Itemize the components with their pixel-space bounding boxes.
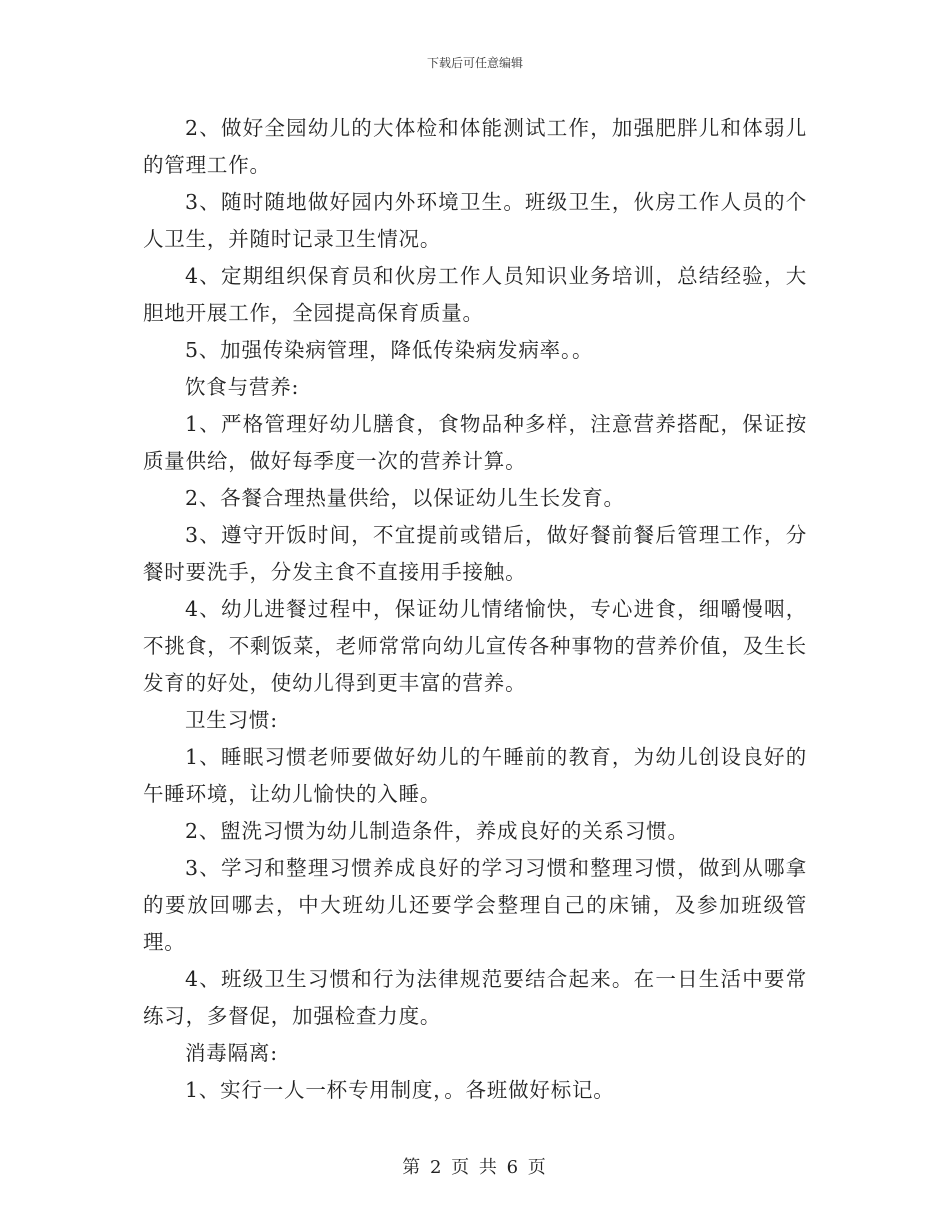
section-heading-disinfection: 消毒隔离: [185,1041,278,1065]
paragraph-sleep-habits: 1、睡眠习惯老师要做好幼儿的午睡前的教育，为幼儿创设良好的午睡环境，让幼儿愉快的入睡。 [143,745,807,806]
paragraph-calorie-supply: 2、各餐合理热量供给，以保证幼儿生长发育。 [185,486,625,510]
section-heading-diet: 饮食与营养: [185,375,300,399]
paragraph-meal-time: 3、遵守开饭时间，不宜提前或错后，做好餐前餐后管理工作，分餐时要洗手，分发主食不直接用手接触。 [143,523,807,584]
page-number: 第 2 页 共 6 页 [402,1157,548,1178]
paragraph-environment-hygiene: 3、随时随地做好园内外环境卫生。班级卫生，伙房工作人员的个人卫生，并随时记录卫生情况。 [143,190,807,251]
section-heading-hygiene-habits: 卫生习惯: [185,708,278,732]
document-body [143,110,807,1109]
paragraph-meal-management: 1、严格管理好幼儿膳食，食物品种多样，注意营养搭配，保证按质量供给，做好每季度一次的营养计算。 [143,412,807,473]
paragraph-study-habits: 3、学习和整理习惯养成良好的学习习惯和整理习惯，做到从哪拿的要放回哪去，中大班幼儿还要学会整理自己的床铺，及参加班级管理。 [143,856,807,954]
paragraph-disease-management: 5、加强传染病管理，降低传染病发病率。。 [185,338,594,362]
paragraph-staff-training: 4、定期组织保育员和伙房工作人员知识业务培训，总结经验，大胆地开展工作，全园提高保育质量。 [143,264,807,325]
page-header: 下载后可任意编辑 [426,56,523,70]
paragraph-eating-process: 4、幼儿进餐过程中，保证幼儿情绪愉快，专心进食，细嚼慢咽，不挑食，不剩饭菜，老师常常向幼儿宣传各种事物的营养价值，及生长发育的好处，使幼儿得到更丰富的营养。 [143,597,807,695]
paragraph-health-checkup: 2、做好全园幼儿的大体检和体能测试工作，加强肥胖儿和体弱儿的管理工作。 [143,116,807,177]
paragraph-washing-habits: 2、盥洗习惯为幼儿制造条件，养成良好的关系习惯。 [185,819,689,843]
paragraph-class-hygiene: 4、班级卫生习惯和行为法律规范要结合起来。在一日生活中要常练习，多督促，加强检查力度。 [143,967,807,1028]
paragraph-cup-policy: 1、实行一人一杯专用制度，。各班做好标记。 [185,1078,615,1102]
